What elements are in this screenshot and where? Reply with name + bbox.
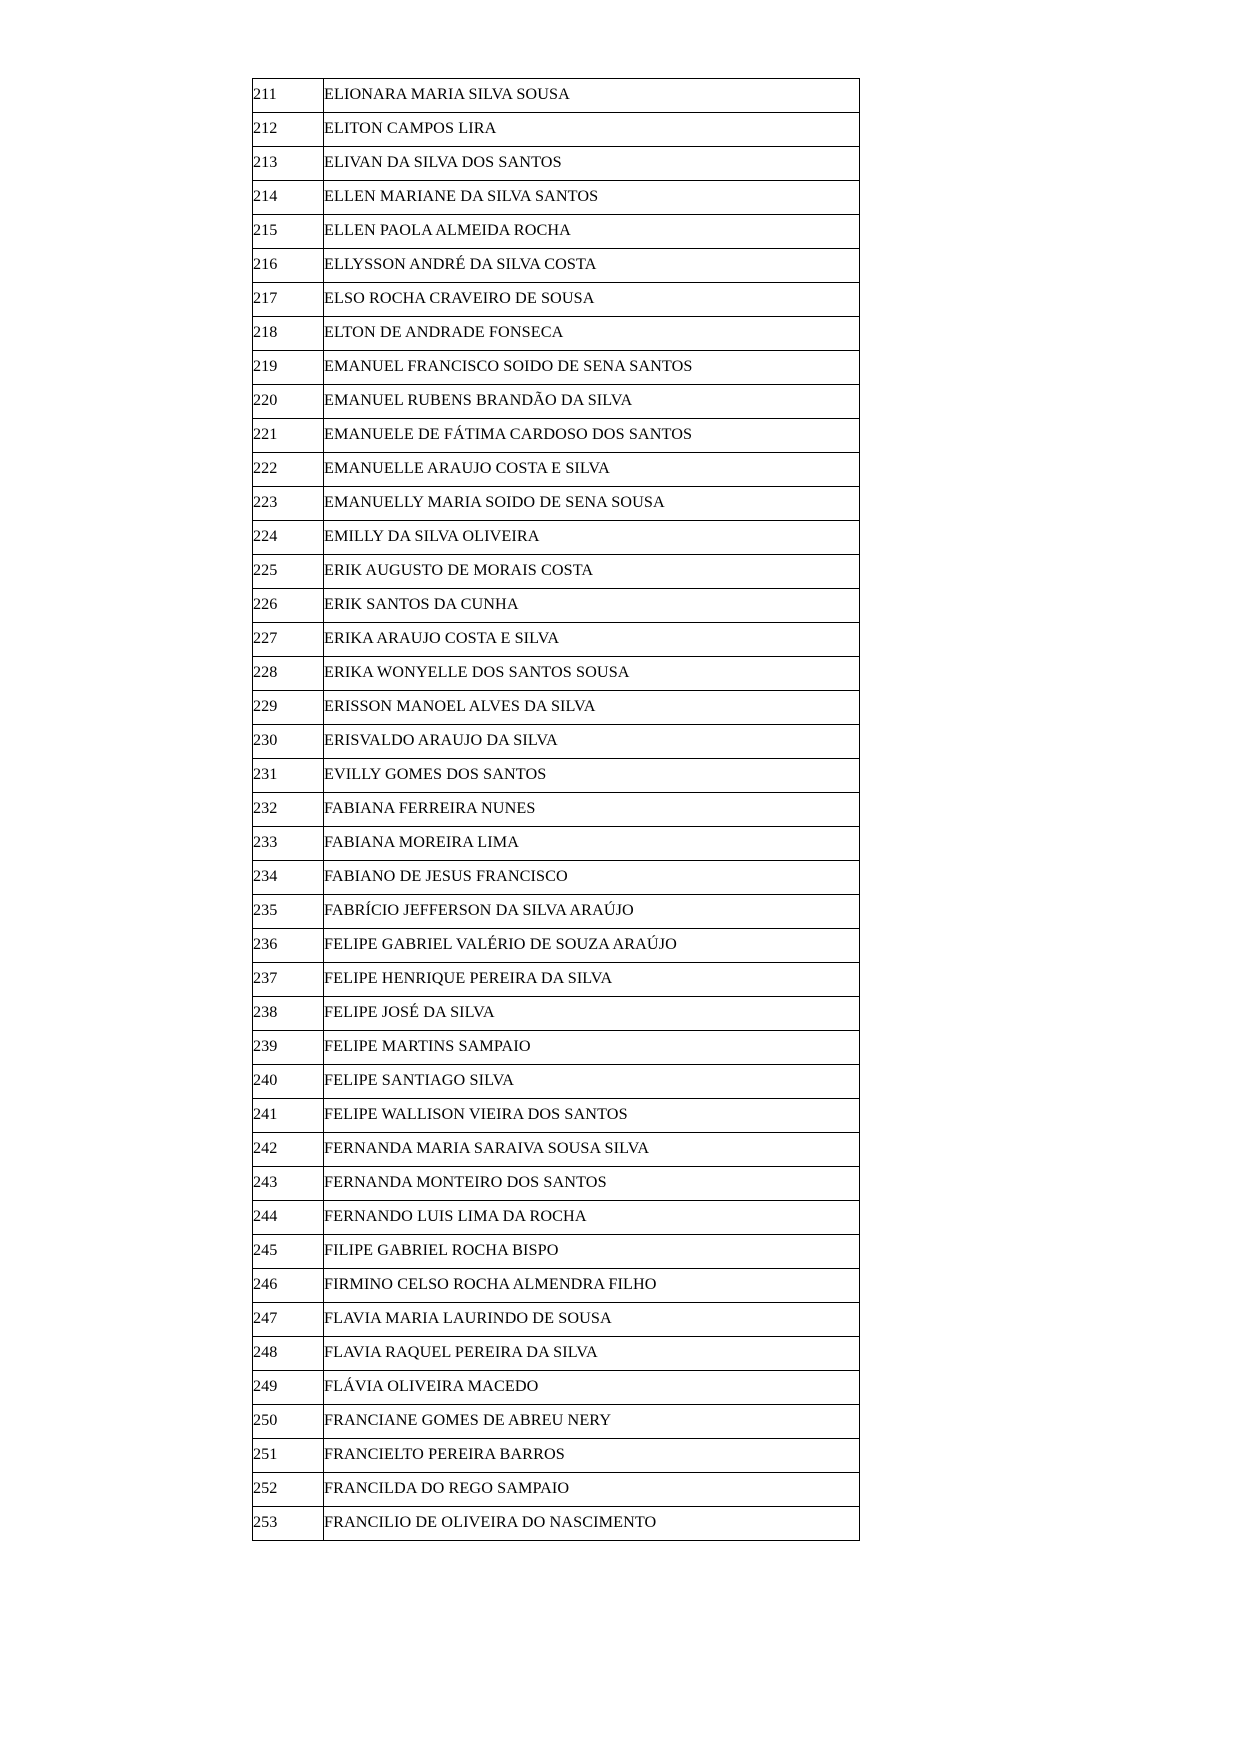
table-row [253,1269,860,1303]
row-name-cell: ELLEN PAOLA ALMEIDA ROCHA [324,215,860,249]
table-row [253,1303,860,1337]
row-name-cell: FELIPE JOSÉ DA SILVA [324,997,860,1031]
row-number-cell: 234 [253,861,324,895]
row-number-cell: 236 [253,929,324,963]
row-number-cell: 251 [253,1439,324,1473]
row-name-cell: FERNANDO LUIS LIMA DA ROCHA [324,1201,860,1235]
row-name-cell: FERNANDA MONTEIRO DOS SANTOS [324,1167,860,1201]
row-name-cell: FELIPE SANTIAGO SILVA [324,1065,860,1099]
row-number-cell: 222 [253,453,324,487]
row-number-cell: 225 [253,555,324,589]
table-row [253,793,860,827]
table-row [253,1337,860,1371]
table-row [253,929,860,963]
row-number-cell: 224 [253,521,324,555]
table-row [253,895,860,929]
row-name-cell: FABIANA FERREIRA NUNES [324,793,860,827]
row-name-cell: EVILLY GOMES DOS SANTOS [324,759,860,793]
table-row [253,1473,860,1507]
row-name-cell: FLÁVIA OLIVEIRA MACEDO [324,1371,860,1405]
name-list-table-body [253,79,860,1541]
row-name-cell: FRANCILDA DO REGO SAMPAIO [324,1473,860,1507]
row-number-cell: 211 [253,79,324,113]
row-name-cell: FELIPE GABRIEL VALÉRIO DE SOUZA ARAÚJO [324,929,860,963]
row-name-cell: EMANUELLY MARIA SOIDO DE SENA SOUSA [324,487,860,521]
table-row [253,1099,860,1133]
table-row [253,1031,860,1065]
table-row [253,521,860,555]
row-number-cell: 218 [253,317,324,351]
table-row [253,1507,860,1541]
table-row [253,997,860,1031]
row-number-cell: 238 [253,997,324,1031]
row-number-cell: 237 [253,963,324,997]
row-name-cell: ERISSON MANOEL ALVES DA SILVA [324,691,860,725]
row-name-cell: ELTON DE ANDRADE FONSECA [324,317,860,351]
table-row [253,725,860,759]
row-number-cell: 227 [253,623,324,657]
row-number-cell: 229 [253,691,324,725]
row-number-cell: 246 [253,1269,324,1303]
table-row [253,317,860,351]
row-name-cell: ERIKA ARAUJO COSTA E SILVA [324,623,860,657]
table-row [253,113,860,147]
table-row [253,1371,860,1405]
row-number-cell: 231 [253,759,324,793]
row-name-cell: FABIANO DE JESUS FRANCISCO [324,861,860,895]
row-name-cell: ERIK SANTOS DA CUNHA [324,589,860,623]
table-row [253,589,860,623]
row-name-cell: ELITON CAMPOS LIRA [324,113,860,147]
row-number-cell: 233 [253,827,324,861]
table-row [253,385,860,419]
row-name-cell: FELIPE WALLISON VIEIRA DOS SANTOS [324,1099,860,1133]
row-number-cell: 244 [253,1201,324,1235]
row-number-cell: 247 [253,1303,324,1337]
row-number-cell: 223 [253,487,324,521]
row-name-cell: FLAVIA RAQUEL PEREIRA DA SILVA [324,1337,860,1371]
row-number-cell: 228 [253,657,324,691]
table-row [253,657,860,691]
table-row [253,215,860,249]
row-number-cell: 253 [253,1507,324,1541]
row-name-cell: EMANUELE DE FÁTIMA CARDOSO DOS SANTOS [324,419,860,453]
row-name-cell: ELLYSSON ANDRÉ DA SILVA COSTA [324,249,860,283]
row-name-cell: FELIPE MARTINS SAMPAIO [324,1031,860,1065]
row-number-cell: 216 [253,249,324,283]
row-name-cell: ERIK AUGUSTO DE MORAIS COSTA [324,555,860,589]
row-number-cell: 226 [253,589,324,623]
name-list-table [252,78,860,1541]
table-row [253,453,860,487]
row-name-cell: FILIPE GABRIEL ROCHA BISPO [324,1235,860,1269]
row-name-cell: ELIONARA MARIA SILVA SOUSA [324,79,860,113]
row-name-cell: FRANCIELTO PEREIRA BARROS [324,1439,860,1473]
row-number-cell: 221 [253,419,324,453]
row-name-cell: ELLEN MARIANE DA SILVA SANTOS [324,181,860,215]
table-row [253,1133,860,1167]
name-list-table-wrapper [252,78,857,1541]
row-name-cell: FABIANA MOREIRA LIMA [324,827,860,861]
row-name-cell: FRANCIANE GOMES DE ABREU NERY [324,1405,860,1439]
table-row [253,827,860,861]
row-number-cell: 240 [253,1065,324,1099]
table-row [253,1065,860,1099]
table-row [253,691,860,725]
table-row [253,419,860,453]
table-row [253,1167,860,1201]
row-number-cell: 232 [253,793,324,827]
row-name-cell: FERNANDA MARIA SARAIVA SOUSA SILVA [324,1133,860,1167]
row-number-cell: 212 [253,113,324,147]
row-number-cell: 219 [253,351,324,385]
row-number-cell: 215 [253,215,324,249]
table-row [253,555,860,589]
row-number-cell: 217 [253,283,324,317]
table-row [253,1235,860,1269]
table-row [253,1201,860,1235]
row-name-cell: FRANCILIO DE OLIVEIRA DO NASCIMENTO [324,1507,860,1541]
table-row [253,759,860,793]
row-name-cell: FLAVIA MARIA LAURINDO DE SOUSA [324,1303,860,1337]
row-number-cell: 241 [253,1099,324,1133]
row-number-cell: 220 [253,385,324,419]
row-name-cell: FABRÍCIO JEFFERSON DA SILVA ARAÚJO [324,895,860,929]
table-row [253,487,860,521]
row-number-cell: 250 [253,1405,324,1439]
table-row [253,963,860,997]
row-name-cell: EMANUEL FRANCISCO SOIDO DE SENA SANTOS [324,351,860,385]
row-name-cell: ELIVAN DA SILVA DOS SANTOS [324,147,860,181]
row-number-cell: 235 [253,895,324,929]
row-number-cell: 249 [253,1371,324,1405]
table-row [253,1405,860,1439]
row-name-cell: ELSO ROCHA CRAVEIRO DE SOUSA [324,283,860,317]
table-row [253,181,860,215]
row-name-cell: EMANUELLE ARAUJO COSTA E SILVA [324,453,860,487]
row-number-cell: 242 [253,1133,324,1167]
row-number-cell: 230 [253,725,324,759]
row-name-cell: EMILLY DA SILVA OLIVEIRA [324,521,860,555]
row-number-cell: 243 [253,1167,324,1201]
row-number-cell: 214 [253,181,324,215]
table-row [253,861,860,895]
table-row [253,283,860,317]
row-name-cell: ERISVALDO ARAUJO DA SILVA [324,725,860,759]
row-number-cell: 248 [253,1337,324,1371]
row-number-cell: 213 [253,147,324,181]
table-row [253,351,860,385]
row-name-cell: EMANUEL RUBENS BRANDÃO DA SILVA [324,385,860,419]
row-name-cell: FIRMINO CELSO ROCHA ALMENDRA FILHO [324,1269,860,1303]
table-row [253,147,860,181]
row-number-cell: 245 [253,1235,324,1269]
table-row [253,79,860,113]
row-name-cell: FELIPE HENRIQUE PEREIRA DA SILVA [324,963,860,997]
row-name-cell: ERIKA WONYELLE DOS SANTOS SOUSA [324,657,860,691]
table-row [253,1439,860,1473]
row-number-cell: 239 [253,1031,324,1065]
table-row [253,623,860,657]
table-row [253,249,860,283]
row-number-cell: 252 [253,1473,324,1507]
